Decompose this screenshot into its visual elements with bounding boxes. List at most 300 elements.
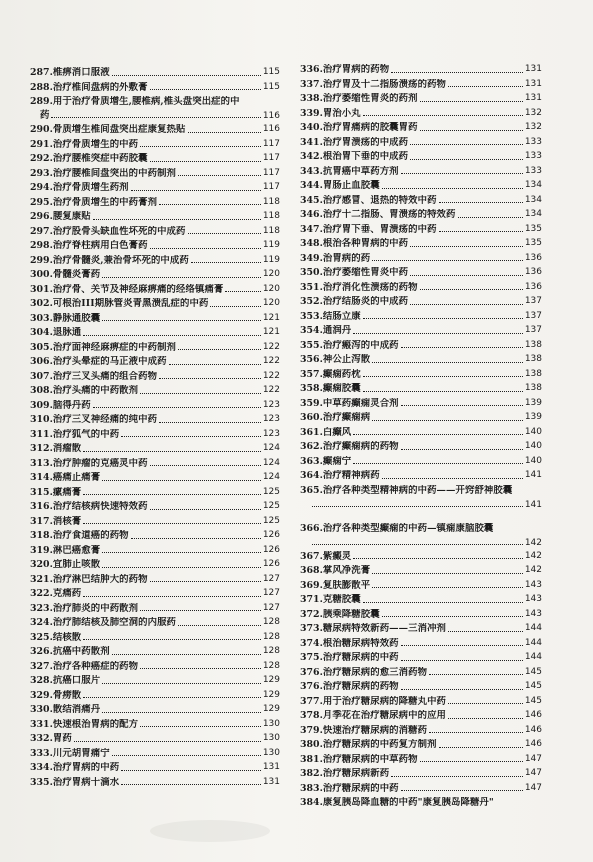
- entry-number: 319.: [30, 544, 53, 556]
- toc-entry[interactable]: [30, 629, 280, 644]
- entry-title: 脑得丹药: [52, 399, 91, 411]
- leader-dots: [363, 602, 523, 603]
- entry-page-number: 135: [524, 238, 542, 249]
- entry-number: 314.: [30, 472, 53, 484]
- toc-entry[interactable]: [300, 765, 542, 780]
- entry-page-number: 127: [262, 588, 280, 599]
- entry-title: 治疗头晕症的马正液中成药: [52, 356, 167, 368]
- toc-entry[interactable]: [300, 119, 542, 134]
- entry-page-number: 133: [524, 136, 542, 147]
- toc-entry[interactable]: [300, 134, 542, 149]
- entry-number: 373.: [300, 623, 323, 635]
- entry-title: 快速治疗糖尿病的消糖药: [322, 724, 428, 736]
- toc-entry[interactable]: [30, 179, 280, 194]
- entry-number: 350.: [300, 267, 323, 279]
- entry-page-number: 128: [262, 660, 280, 671]
- entry-title: 治疗瘢泻的中成药: [322, 339, 399, 351]
- entry-title: 胃治小丸: [322, 107, 361, 119]
- entry-number: 317.: [30, 515, 53, 527]
- leader-dots: [363, 318, 523, 319]
- toc-entry[interactable]: [300, 562, 542, 577]
- entry-page-number: 134: [524, 194, 542, 205]
- entry-number: 376.: [300, 681, 323, 693]
- entry-number: 328.: [30, 675, 53, 687]
- entry-title: 治疗感冒、退热的特效中药: [322, 194, 437, 206]
- toc-entry[interactable]: [300, 105, 542, 120]
- toc-entry[interactable]: [300, 308, 542, 323]
- entry-number: 313.: [30, 457, 53, 469]
- entry-title: 抗癌口服片: [52, 675, 101, 687]
- entry-number: 301.: [30, 283, 53, 295]
- leader-dots: [410, 144, 523, 145]
- entry-number: 334.: [30, 762, 53, 774]
- leader-dots: [439, 202, 523, 203]
- entry-title: 治疗面神经麻痹症的中药制剂: [52, 341, 177, 353]
- toc-entry[interactable]: [30, 759, 280, 774]
- entry-title: 治疗各种癌症的药物: [52, 660, 139, 672]
- toc-entry[interactable]: [30, 368, 280, 383]
- leader-dots: [420, 130, 523, 131]
- toc-entry[interactable]: [300, 279, 542, 294]
- toc-entry[interactable]: [300, 722, 542, 737]
- toc-entry[interactable]: [30, 469, 280, 484]
- entry-title: 抗胃癌中草药方剂: [322, 165, 399, 177]
- toc-entry[interactable]: [30, 64, 280, 79]
- entry-number: 320.: [30, 559, 53, 571]
- entry-number: 292.: [30, 153, 53, 165]
- toc-entry[interactable]: [30, 542, 280, 557]
- toc-entry[interactable]: [300, 424, 542, 439]
- leader-dots: [112, 654, 261, 655]
- leader-dots: [312, 544, 523, 545]
- entry-page-number: 122: [262, 385, 280, 396]
- entry-number: 324.: [30, 617, 53, 629]
- entry-title: 克痛药: [52, 588, 82, 600]
- toc-entry[interactable]: [30, 440, 280, 455]
- leader-dots: [150, 509, 261, 510]
- toc-entry[interactable]: [300, 337, 542, 352]
- toc-entry[interactable]: [30, 165, 280, 180]
- entry-page-number: 130: [262, 718, 280, 729]
- entry-title: 治疗胃痛病的胶囊胃药: [322, 122, 418, 134]
- entry-number: 333.: [30, 747, 53, 759]
- toc-entry[interactable]: [30, 339, 280, 354]
- leader-dots: [448, 631, 523, 632]
- entry-number: 321.: [30, 573, 53, 585]
- entry-title: 癫痫宁: [322, 455, 352, 467]
- leader-dots: [401, 405, 523, 406]
- leader-dots: [178, 625, 261, 626]
- entry-number: 364.: [300, 470, 323, 482]
- toc-entry[interactable]: [30, 79, 280, 94]
- toc-entry[interactable]: [300, 751, 542, 766]
- leader-dots: [121, 770, 261, 771]
- entry-number: 302.: [30, 298, 53, 310]
- entry-number: 379.: [300, 724, 323, 736]
- toc-entry[interactable]: [300, 76, 542, 91]
- entry-number: 295.: [30, 196, 53, 208]
- entry-title: 神公止泻散: [322, 354, 371, 366]
- toc-entry[interactable]: [30, 774, 280, 789]
- entry-number: 382.: [300, 768, 323, 780]
- toc-entry[interactable]: [30, 571, 280, 586]
- toc-entry[interactable]: [300, 664, 542, 679]
- entry-number: 372.: [300, 608, 323, 620]
- entry-number: 303.: [30, 312, 53, 324]
- leader-dots: [150, 465, 261, 466]
- toc-entry[interactable]: [300, 707, 542, 722]
- entry-page-number: 141: [524, 470, 542, 481]
- toc-entry[interactable]: [300, 453, 542, 468]
- entry-title: 复肤膨散平: [322, 579, 371, 591]
- entry-number: 335.: [30, 776, 53, 788]
- toc-column-right: [300, 61, 542, 809]
- entry-number: 366.: [300, 522, 323, 534]
- entry-title: 月季花在治疗糖尿病中的应用: [322, 710, 447, 722]
- entry-page-number: 123: [262, 399, 280, 410]
- entry-title: 治胃病的药: [322, 252, 371, 264]
- leader-dots: [150, 161, 261, 162]
- toc-entry[interactable]: [30, 585, 280, 600]
- leader-dots: [401, 173, 523, 174]
- entry-page-number: 118: [262, 211, 280, 222]
- entry-page-number: 121: [262, 312, 280, 323]
- entry-title: 白癫风: [322, 426, 352, 438]
- toc-entry[interactable]: [300, 591, 542, 606]
- toc-entry[interactable]: [30, 382, 280, 397]
- toc-entry[interactable]: [300, 366, 542, 381]
- entry-title: 治疗骨、关节及神经麻痹痛的经络镇痛膏: [52, 283, 224, 295]
- leader-dots: [353, 333, 523, 334]
- toc-entry[interactable]: [30, 643, 280, 658]
- entry-title: 胰乘降糖胶囊: [322, 608, 380, 620]
- entry-page-number: 127: [262, 602, 280, 613]
- entry-number: 298.: [30, 240, 53, 252]
- entry-number: 330.: [30, 704, 53, 716]
- entry-page-number: 128: [262, 617, 280, 628]
- toc-entry[interactable]: [30, 701, 280, 716]
- entry-number: 289.: [30, 96, 53, 108]
- entry-number: 347.: [300, 223, 323, 235]
- entry-title: 治疗骨质增生的中药: [52, 138, 139, 150]
- entry-page-number: 138: [524, 383, 542, 394]
- entry-page-number: 147: [524, 768, 542, 779]
- entry-page-number: 138: [524, 368, 542, 379]
- entry-number: 369.: [300, 579, 323, 591]
- toc-entry[interactable]: [30, 295, 280, 310]
- toc-entry[interactable]: [30, 730, 280, 745]
- leader-dots: [93, 407, 261, 408]
- entry-page-number: 143: [524, 608, 542, 619]
- toc-entry[interactable]: [30, 455, 280, 470]
- toc-entry[interactable]: [30, 194, 280, 209]
- entry-title: 掌风净洗膏: [322, 565, 371, 577]
- entry-title: 治疗癫痫病: [322, 412, 371, 424]
- toc-entry[interactable]: [300, 380, 542, 395]
- toc-entry[interactable]: [30, 324, 280, 339]
- toc-entry[interactable]: [30, 281, 280, 296]
- toc-entry[interactable]: [300, 548, 542, 563]
- leader-dots: [83, 596, 261, 597]
- entry-number: 362.: [300, 441, 323, 453]
- toc-entry[interactable]: [300, 322, 542, 337]
- entry-page-number: 131: [524, 64, 542, 75]
- toc-entry[interactable]: [300, 620, 542, 635]
- leader-dots: [401, 449, 523, 450]
- toc-entry[interactable]: [300, 794, 542, 809]
- entry-title: 治疗各种类型癫痫的中药—镇痫康脑胶囊: [322, 522, 494, 534]
- toc-entry[interactable]: [30, 687, 280, 702]
- toc-entry[interactable]: [300, 678, 542, 693]
- entry-number: 297.: [30, 225, 53, 237]
- toc-entry[interactable]: [30, 556, 280, 571]
- entry-title: 癌痛止痛膏: [52, 472, 101, 484]
- toc-entry[interactable]: [30, 237, 280, 252]
- leader-dots: [178, 175, 261, 176]
- toc-entry[interactable]: [30, 136, 280, 151]
- leader-dots: [410, 159, 523, 160]
- entry-page-number: 142: [524, 565, 542, 576]
- toc-entry[interactable]: [30, 600, 280, 615]
- entry-page-number: 138: [524, 339, 542, 350]
- entry-page-number: 143: [524, 579, 542, 590]
- toc-entry[interactable]: [30, 150, 280, 165]
- entry-number: 363.: [300, 455, 323, 467]
- toc-entry[interactable]: [30, 353, 280, 368]
- entry-title: 宜肺止咳散: [52, 559, 101, 571]
- entry-number: 376.: [300, 666, 323, 678]
- leader-dots: [102, 320, 261, 321]
- toc-entry[interactable]: [300, 221, 542, 236]
- entry-title: 治疗萎缩性胃炎的药剂: [322, 93, 418, 105]
- entry-title: 淋巴癌愈膏: [52, 544, 101, 556]
- entry-page-number: 131: [262, 762, 280, 773]
- entry-title: 用于治疗骨质增生,腰椎病,椎头盘突出症的中: [52, 96, 240, 108]
- toc-entry[interactable]: [300, 192, 542, 207]
- entry-number: 305.: [30, 341, 53, 353]
- entry-page-number: 143: [524, 594, 542, 605]
- entry-title: 治疗骨髓炎,兼治骨坏死的中成药: [52, 254, 189, 266]
- entry-page-number: 115: [262, 67, 280, 78]
- entry-title: 治疗淋巴结肿大的药物: [52, 573, 148, 585]
- toc-entry[interactable]: [30, 527, 280, 542]
- entry-title: 治疗头痛的中药散剂: [52, 385, 139, 397]
- toc-entry[interactable]: [300, 467, 542, 482]
- entry-title: 治疗糖尿病新药: [322, 768, 390, 780]
- entry-title: 治疗食道癌的药物: [52, 530, 129, 542]
- leader-dots: [83, 523, 261, 524]
- toc-entry[interactable]: [30, 411, 280, 426]
- entry-number: 380.: [300, 739, 323, 751]
- entry-page-number: 137: [524, 310, 542, 321]
- entry-page-number: 124: [262, 472, 280, 483]
- entry-number: 323.: [30, 602, 53, 614]
- toc-entry[interactable]: [300, 235, 542, 250]
- toc-entry[interactable]: [30, 658, 280, 673]
- leader-dots: [372, 260, 523, 261]
- leader-dots: [429, 732, 523, 733]
- toc-entry[interactable]: [30, 223, 280, 238]
- leader-dots: [382, 478, 523, 479]
- entry-page-number: 118: [262, 196, 280, 207]
- leader-dots: [112, 75, 261, 76]
- toc-entry[interactable]: [300, 635, 542, 650]
- entry-title: 川元胡胃痛宁: [52, 747, 110, 759]
- entry-page-number: 132: [524, 122, 542, 133]
- leader-dots: [83, 451, 261, 452]
- entry-title: 骨质增生椎间盘突出症康复热贴: [52, 124, 186, 136]
- toc-entry[interactable]: [30, 745, 280, 760]
- toc-entry[interactable]: [300, 61, 542, 76]
- entry-title: 治疗三叉头痛的组合药物: [52, 370, 158, 382]
- entry-title: 糖尿病特效新药——三消冲剂: [322, 623, 447, 635]
- toc-entry[interactable]: [300, 520, 542, 535]
- entry-title: 治疗糖尿病的中药: [322, 782, 399, 794]
- entry-title: 用于治疗糖尿病的降糖丸中药: [322, 695, 447, 707]
- entry-number: 357.: [300, 368, 323, 380]
- entry-page-number: 141: [524, 499, 542, 510]
- toc-entry[interactable]: [30, 121, 280, 136]
- toc-entry[interactable]: [300, 409, 542, 424]
- entry-title: 治疗股骨头缺血性坏死的中成药: [52, 225, 186, 237]
- entry-page-number: 128: [262, 646, 280, 657]
- entry-number: 316.: [30, 501, 53, 513]
- toc-entry[interactable]: [300, 649, 542, 664]
- entry-number: 331.: [30, 718, 53, 730]
- toc-entry[interactable]: [30, 208, 280, 223]
- entry-page-number: 136: [524, 252, 542, 263]
- entry-number: 383.: [300, 782, 323, 794]
- entry-page-number: 117: [262, 182, 280, 193]
- entry-page-number: 131: [262, 776, 280, 787]
- toc-entry[interactable]: [300, 206, 542, 221]
- toc-entry[interactable]: [30, 716, 280, 731]
- toc-entry[interactable]: [300, 736, 542, 751]
- leader-dots: [51, 117, 260, 118]
- entry-number: 322.: [30, 588, 53, 600]
- entry-number: 296.: [30, 211, 53, 223]
- entry-page-number: 123: [262, 414, 280, 425]
- entry-page-number: 133: [524, 151, 542, 162]
- toc-entry-continuation: [300, 534, 542, 548]
- entry-number: 293.: [30, 167, 53, 179]
- entry-page-number: 134: [524, 180, 542, 191]
- leader-dots: [188, 233, 261, 234]
- toc-entry[interactable]: [300, 264, 542, 279]
- entry-title: 克糖胶囊: [322, 594, 361, 606]
- entry-page-number: 118: [262, 225, 280, 236]
- entry-title: 治疗肺炎的中药散剂: [52, 602, 139, 614]
- entry-page-number: 122: [262, 341, 280, 352]
- entry-title: 静脉通胶囊: [52, 312, 101, 324]
- entry-title: 治疗糖尿病的药物: [322, 681, 399, 693]
- entry-number: 299.: [30, 254, 53, 266]
- entry-title: 治疗胃及十二指肠溃疡的药物: [322, 78, 447, 90]
- toc-entry[interactable]: [300, 250, 542, 265]
- entry-number: 358.: [300, 383, 323, 395]
- toc-entry[interactable]: [300, 351, 542, 366]
- toc-entry[interactable]: [300, 482, 542, 497]
- leader-dots: [363, 391, 523, 392]
- toc-entry[interactable]: [300, 148, 542, 163]
- leader-dots: [448, 703, 523, 704]
- toc-entry[interactable]: [30, 614, 280, 629]
- toc-entry[interactable]: [30, 672, 280, 687]
- entry-title: 治疗肺结核及肺空洞的内服药: [52, 617, 177, 629]
- entry-number: 378.: [300, 710, 323, 722]
- toc-entry[interactable]: [300, 177, 542, 192]
- toc-entry-continuation: [300, 496, 542, 510]
- entry-page-number: 137: [524, 296, 542, 307]
- toc-entry[interactable]: [30, 397, 280, 412]
- toc-entry[interactable]: [300, 395, 542, 410]
- toc-entry[interactable]: [30, 93, 280, 108]
- entry-title: 康复胰岛降血糖的中药"康复胰岛降糖丹": [322, 797, 494, 809]
- toc-entry[interactable]: [30, 266, 280, 281]
- entry-title: 治疗十二指肠、胃溃疡的特效药: [322, 209, 456, 221]
- leader-dots: [178, 349, 261, 350]
- entry-title: 腰复康贴: [52, 211, 91, 223]
- entry-number: 384.: [300, 797, 323, 809]
- entry-page-number: 129: [262, 704, 280, 715]
- entry-number: 325.: [30, 631, 53, 643]
- toc-entry[interactable]: [300, 293, 542, 308]
- toc-entry[interactable]: [30, 513, 280, 528]
- entry-number: 309.: [30, 399, 53, 411]
- leader-dots: [401, 347, 523, 348]
- entry-page-number: 131: [524, 78, 542, 89]
- toc-entry[interactable]: [30, 252, 280, 267]
- toc-entry[interactable]: [300, 438, 542, 453]
- entry-title: 治疗骨质增生的中药膏剂: [52, 196, 158, 208]
- entry-page-number: 120: [262, 283, 280, 294]
- entry-page-number: 135: [524, 223, 542, 234]
- leader-dots: [140, 668, 261, 669]
- toc-entry[interactable]: [30, 498, 280, 513]
- toc-entry[interactable]: [30, 310, 280, 325]
- toc-entry[interactable]: [300, 606, 542, 621]
- entry-number: 343.: [300, 165, 323, 177]
- leader-dots: [210, 306, 260, 307]
- leader-dots: [83, 494, 261, 495]
- entry-number: 356.: [300, 354, 323, 366]
- toc-entry[interactable]: [300, 693, 542, 708]
- entry-number: 377.: [300, 695, 323, 707]
- entry-number: 304.: [30, 327, 53, 339]
- leader-dots: [363, 115, 523, 116]
- toc-entry[interactable]: [300, 577, 542, 592]
- entry-number: 307.: [30, 370, 53, 382]
- toc-entry[interactable]: [300, 780, 542, 795]
- leader-dots: [391, 72, 523, 73]
- toc-entry[interactable]: [30, 426, 280, 441]
- entry-title: 快速根治胃病的配方: [52, 718, 139, 730]
- toc-entry[interactable]: [300, 90, 542, 105]
- toc-entry[interactable]: [30, 484, 280, 499]
- entry-title: 治疗椎间盘病的外敷膏: [52, 81, 148, 93]
- entry-title: 椎痹消口服液: [52, 67, 110, 79]
- entry-title: 结肠立康: [322, 310, 361, 322]
- entry-page-number: 134: [524, 209, 542, 220]
- entry-number: 288.: [30, 81, 53, 93]
- leader-dots: [74, 741, 261, 742]
- toc-entry[interactable]: [300, 163, 542, 178]
- entry-page-number: 147: [524, 753, 542, 764]
- entry-number: 287.: [30, 67, 53, 79]
- entry-page-number: 124: [262, 443, 280, 454]
- entry-page-number: 144: [524, 637, 542, 648]
- entry-number: 310.: [30, 414, 53, 426]
